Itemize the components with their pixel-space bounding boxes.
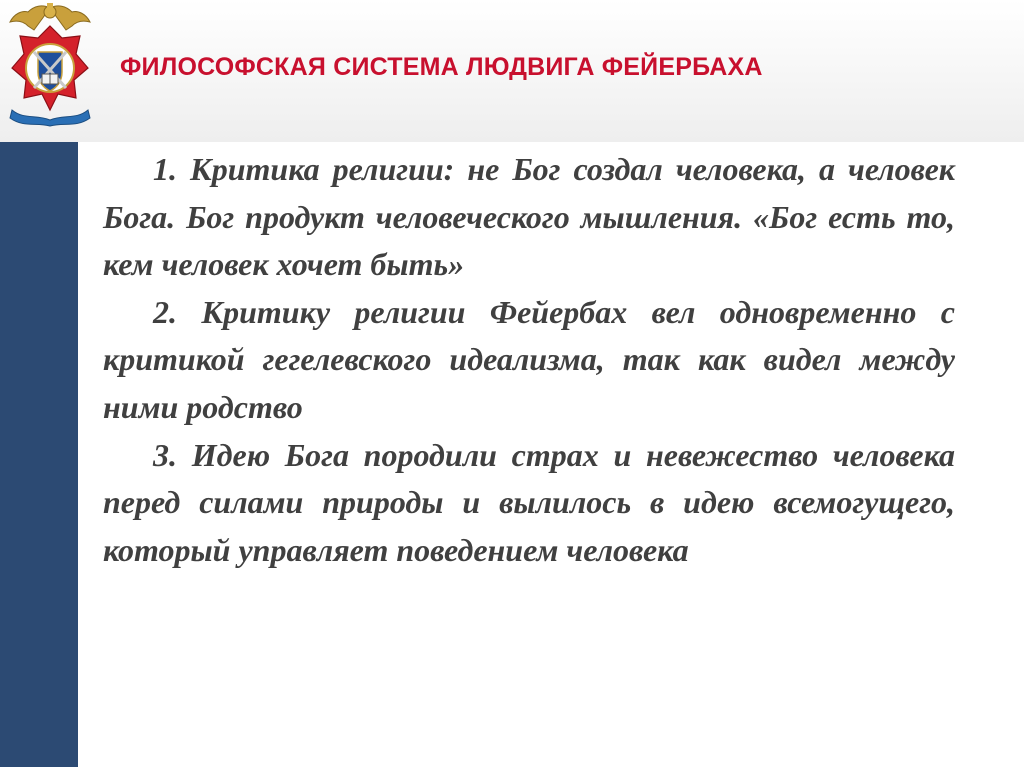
paragraph-3: 3. Идею Бога породили страх и невежество человека перед силами природы и вылилось в идею всемогущего, который управляет поведением человека xyxy=(103,436,955,568)
paragraph-1: 1. Критика религии: не Бог создал человека, а человек Бога. Бог продукт человеческого мышления. «Бог есть то, кем человек хочет быть» xyxy=(103,151,955,283)
paragraph-2: 2. Критику религии Фейербах вел одновременно с критикой гегелевского идеализма, так как видел между ними родство xyxy=(103,293,955,425)
police-academy-emblem-icon xyxy=(4,2,96,128)
left-sidebar-bar xyxy=(0,142,78,767)
slide-title: ФИЛОСОФСКАЯ СИСТЕМА ЛЮДВИГА ФЕЙЕРБАХА xyxy=(120,53,763,81)
slide-body xyxy=(103,146,955,574)
